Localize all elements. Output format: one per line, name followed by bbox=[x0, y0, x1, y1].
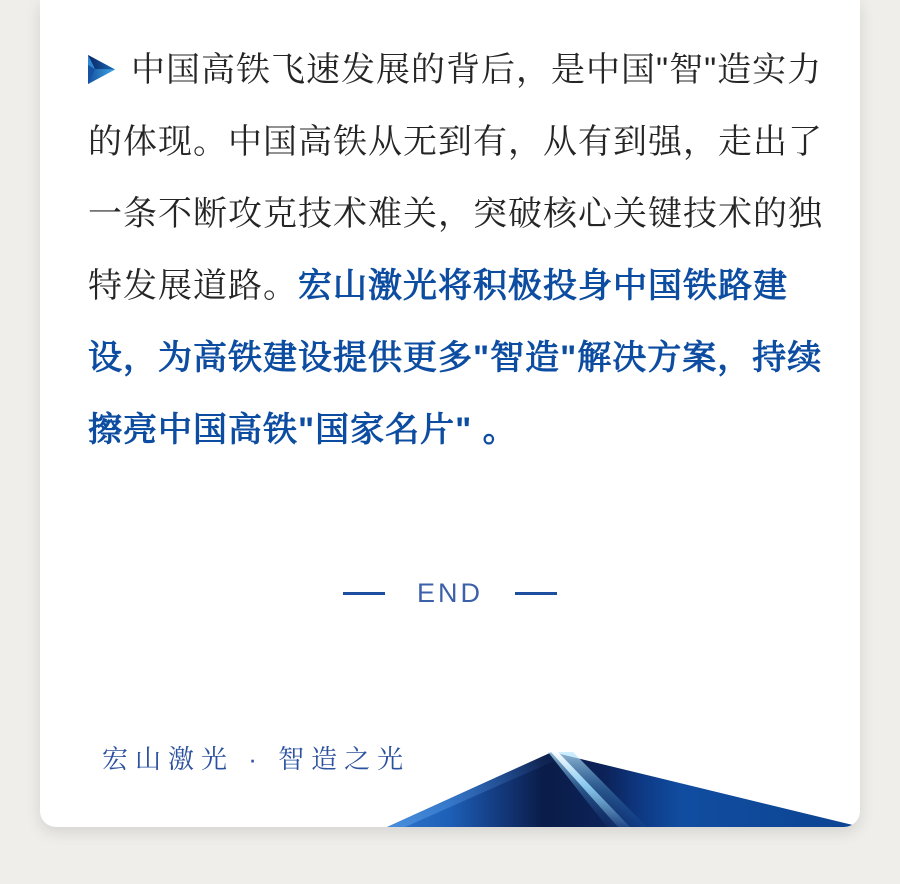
end-label: END bbox=[416, 577, 483, 608]
paragraph-highlight-text: 宏山激光将积极投身中国铁路建设，为高铁建设提供更多"智造"解决方案，持续擦亮中国高铁"国家名片" 。 bbox=[88, 267, 823, 449]
brand-text: 宏山激光 · 智造之光 bbox=[102, 744, 411, 774]
article-card bbox=[40, 0, 860, 827]
paragraph-dark-text: 中国高铁飞速发展的背后，是中国"智"造实力的体现。中国高铁从无到有，从有到强，走出了一条不断攻克技术难关，突破核心关键技术的独特发展道路。 bbox=[88, 51, 823, 305]
divider-dash-right bbox=[515, 592, 557, 595]
mountain-decoration-graphic bbox=[385, 752, 860, 827]
end-divider bbox=[40, 578, 860, 608]
play-triangle-icon bbox=[88, 37, 115, 66]
divider-dash-left bbox=[343, 592, 385, 595]
article-paragraph bbox=[88, 34, 828, 466]
